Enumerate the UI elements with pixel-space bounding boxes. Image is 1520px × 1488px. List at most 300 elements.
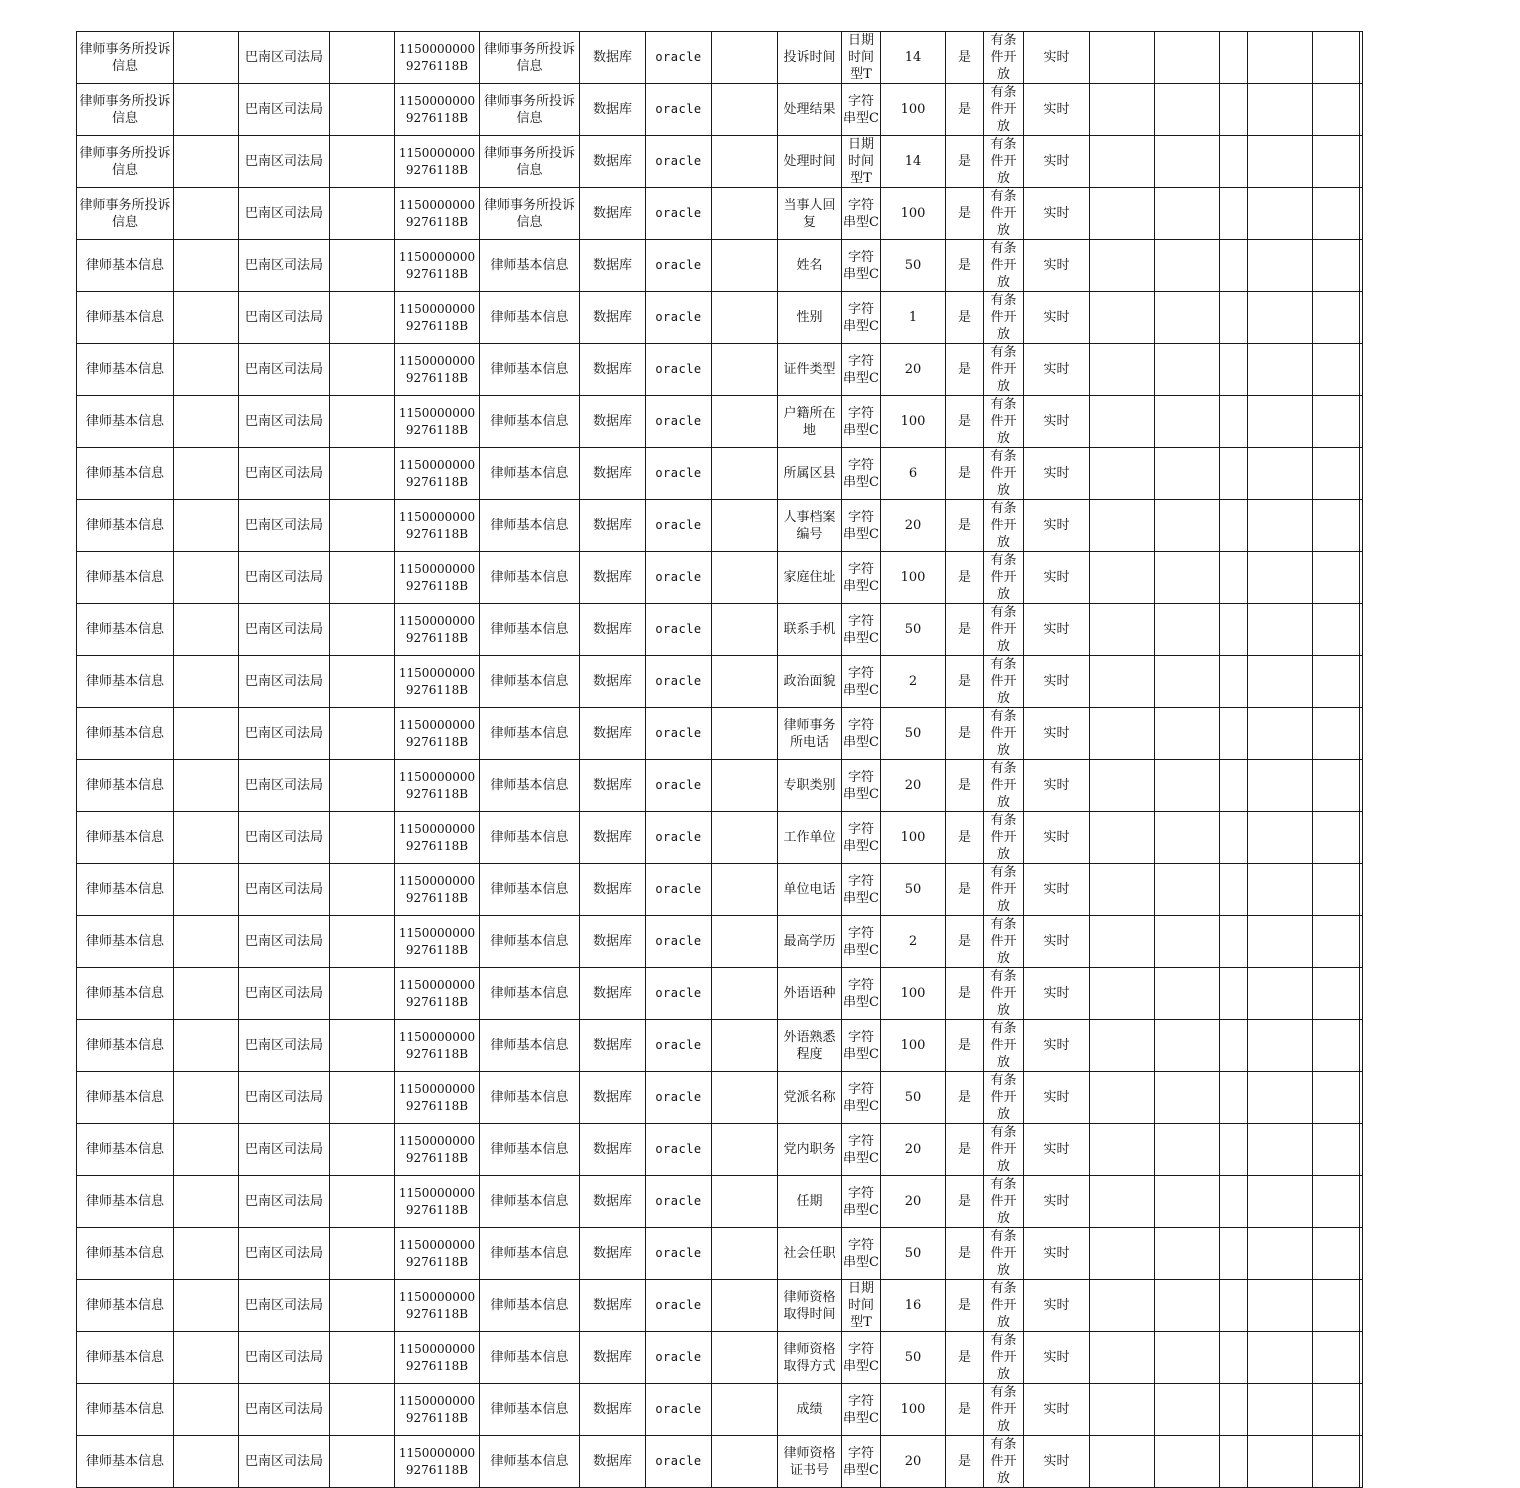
cell-required: 是: [946, 1020, 984, 1072]
table-row: [77, 916, 1363, 968]
cell-field-name: 人事档案编号: [778, 500, 842, 552]
cell-department: 巴南区司法局: [239, 916, 330, 968]
cell-credit-code: 11500000009276118B: [395, 292, 480, 344]
cell-share-type: 有条件开放: [984, 136, 1024, 188]
cell-empty: [1155, 1436, 1220, 1488]
cell-required: 是: [946, 604, 984, 656]
cell-required: 是: [946, 708, 984, 760]
cell-data-type: 字符串型C: [842, 1436, 881, 1488]
cell-info-name: 律师基本信息: [77, 1124, 174, 1176]
cell-empty: [330, 240, 395, 292]
cell-resource-name: 律师基本信息: [480, 1020, 580, 1072]
cell-empty: [330, 1072, 395, 1124]
cell-field-length: 1: [881, 292, 946, 344]
cell-database-system: oracle: [646, 1332, 712, 1384]
cell-update-cycle: 实时: [1024, 240, 1090, 292]
cell-data-type: 字符串型C: [842, 1124, 881, 1176]
cell-empty: [1248, 864, 1313, 916]
cell-empty: [174, 84, 239, 136]
cell-field-name: 党派名称: [778, 1072, 842, 1124]
cell-field-length: 6: [881, 448, 946, 500]
cell-empty: [1155, 292, 1220, 344]
cell-storage-format: 数据库: [580, 1332, 646, 1384]
cell-empty: [330, 448, 395, 500]
cell-credit-code: 11500000009276118B: [395, 1072, 480, 1124]
table-row: [77, 1280, 1363, 1332]
table-row: [77, 500, 1363, 552]
cell-empty: [1313, 1332, 1360, 1384]
cell-empty: [174, 812, 239, 864]
cell-storage-format: 数据库: [580, 32, 646, 84]
cell-department: 巴南区司法局: [239, 1072, 330, 1124]
cell-info-name: 律师事务所投诉信息: [77, 188, 174, 240]
cell-department: 巴南区司法局: [239, 1384, 330, 1436]
cell-field-name: 党内职务: [778, 1124, 842, 1176]
cell-department: 巴南区司法局: [239, 1332, 330, 1384]
cell-empty: [1220, 292, 1248, 344]
cell-empty: [712, 84, 778, 136]
cell-update-cycle: 实时: [1024, 1436, 1090, 1488]
cell-field-length: 50: [881, 1072, 946, 1124]
cell-storage-format: 数据库: [580, 500, 646, 552]
cell-empty: [1248, 240, 1313, 292]
cell-required: 是: [946, 448, 984, 500]
cell-storage-format: 数据库: [580, 396, 646, 448]
cell-required: 是: [946, 500, 984, 552]
cell-empty: [712, 1176, 778, 1228]
cell-empty: [1313, 136, 1360, 188]
cell-empty: [174, 344, 239, 396]
table-row: [77, 396, 1363, 448]
cell-empty: [1220, 1436, 1248, 1488]
cell-required: 是: [946, 1072, 984, 1124]
cell-empty: [712, 32, 778, 84]
cell-empty: [1248, 1332, 1313, 1384]
cell-share-type: 有条件开放: [984, 864, 1024, 916]
cell-field-length: 50: [881, 864, 946, 916]
cell-empty: [1248, 1436, 1313, 1488]
cell-field-length: 14: [881, 136, 946, 188]
cell-empty: [1248, 188, 1313, 240]
cell-field-length: 100: [881, 968, 946, 1020]
cell-empty: [1248, 84, 1313, 136]
cell-empty: [1360, 968, 1363, 1020]
cell-empty: [330, 1020, 395, 1072]
cell-empty: [1360, 812, 1363, 864]
cell-empty: [1360, 552, 1363, 604]
cell-share-type: 有条件开放: [984, 448, 1024, 500]
cell-field-length: 100: [881, 84, 946, 136]
cell-department: 巴南区司法局: [239, 344, 330, 396]
cell-empty: [174, 656, 239, 708]
cell-department: 巴南区司法局: [239, 1176, 330, 1228]
cell-database-system: oracle: [646, 396, 712, 448]
cell-empty: [1220, 1124, 1248, 1176]
cell-info-name: 律师基本信息: [77, 604, 174, 656]
cell-empty: [1220, 84, 1248, 136]
cell-required: 是: [946, 1124, 984, 1176]
cell-database-system: oracle: [646, 1020, 712, 1072]
cell-empty: [1090, 1436, 1155, 1488]
cell-empty: [1155, 448, 1220, 500]
cell-empty: [330, 1124, 395, 1176]
cell-resource-name: 律师基本信息: [480, 760, 580, 812]
cell-share-type: 有条件开放: [984, 1228, 1024, 1280]
cell-share-type: 有条件开放: [984, 812, 1024, 864]
cell-empty: [330, 500, 395, 552]
cell-empty: [1090, 240, 1155, 292]
cell-empty: [330, 968, 395, 1020]
cell-empty: [1220, 760, 1248, 812]
cell-empty: [1360, 708, 1363, 760]
cell-empty: [1155, 916, 1220, 968]
cell-credit-code: 11500000009276118B: [395, 32, 480, 84]
cell-empty: [1220, 604, 1248, 656]
cell-data-type: 字符串型C: [842, 344, 881, 396]
cell-required: 是: [946, 1176, 984, 1228]
cell-empty: [712, 708, 778, 760]
cell-empty: [1313, 1280, 1360, 1332]
cell-empty: [330, 708, 395, 760]
cell-empty: [1360, 396, 1363, 448]
cell-department: 巴南区司法局: [239, 864, 330, 916]
cell-update-cycle: 实时: [1024, 1072, 1090, 1124]
cell-field-length: 50: [881, 240, 946, 292]
cell-empty: [1090, 1176, 1155, 1228]
cell-resource-name: 律师基本信息: [480, 864, 580, 916]
cell-resource-name: 律师基本信息: [480, 1228, 580, 1280]
cell-empty: [1220, 1072, 1248, 1124]
table-row: [77, 552, 1363, 604]
cell-empty: [712, 1020, 778, 1072]
cell-update-cycle: 实时: [1024, 760, 1090, 812]
cell-empty: [1248, 604, 1313, 656]
table-row: [77, 708, 1363, 760]
cell-empty: [1248, 1384, 1313, 1436]
cell-data-type: 字符串型C: [842, 812, 881, 864]
cell-update-cycle: 实时: [1024, 916, 1090, 968]
cell-update-cycle: 实时: [1024, 448, 1090, 500]
cell-info-name: 律师基本信息: [77, 500, 174, 552]
cell-empty: [1090, 656, 1155, 708]
cell-info-name: 律师基本信息: [77, 864, 174, 916]
cell-required: 是: [946, 968, 984, 1020]
cell-empty: [1248, 32, 1313, 84]
cell-share-type: 有条件开放: [984, 1124, 1024, 1176]
cell-required: 是: [946, 188, 984, 240]
cell-empty: [712, 292, 778, 344]
cell-update-cycle: 实时: [1024, 292, 1090, 344]
cell-empty: [1360, 656, 1363, 708]
cell-data-type: 字符串型C: [842, 708, 881, 760]
cell-storage-format: 数据库: [580, 1228, 646, 1280]
cell-info-name: 律师基本信息: [77, 760, 174, 812]
cell-credit-code: 11500000009276118B: [395, 656, 480, 708]
cell-empty: [174, 396, 239, 448]
cell-resource-name: 律师基本信息: [480, 448, 580, 500]
cell-data-type: 日期时间型T: [842, 1280, 881, 1332]
cell-share-type: 有条件开放: [984, 916, 1024, 968]
cell-empty: [330, 1384, 395, 1436]
cell-empty: [712, 188, 778, 240]
cell-database-system: oracle: [646, 292, 712, 344]
cell-data-type: 字符串型C: [842, 500, 881, 552]
cell-data-type: 字符串型C: [842, 1020, 881, 1072]
cell-empty: [330, 1228, 395, 1280]
cell-empty: [1313, 1384, 1360, 1436]
cell-empty: [330, 1280, 395, 1332]
cell-storage-format: 数据库: [580, 656, 646, 708]
cell-field-length: 100: [881, 552, 946, 604]
cell-storage-format: 数据库: [580, 604, 646, 656]
cell-empty: [1360, 1436, 1363, 1488]
table-row: [77, 240, 1363, 292]
table-row: [77, 1332, 1363, 1384]
cell-credit-code: 11500000009276118B: [395, 500, 480, 552]
cell-empty: [1313, 344, 1360, 396]
cell-required: 是: [946, 1228, 984, 1280]
cell-database-system: oracle: [646, 1436, 712, 1488]
cell-share-type: 有条件开放: [984, 84, 1024, 136]
cell-department: 巴南区司法局: [239, 396, 330, 448]
cell-data-type: 字符串型C: [842, 1228, 881, 1280]
cell-empty: [1248, 1228, 1313, 1280]
cell-empty: [1155, 604, 1220, 656]
cell-info-name: 律师基本信息: [77, 396, 174, 448]
cell-empty: [1248, 968, 1313, 1020]
cell-resource-name: 律师基本信息: [480, 1332, 580, 1384]
cell-empty: [1313, 760, 1360, 812]
cell-empty: [1248, 1124, 1313, 1176]
cell-resource-name: 律师基本信息: [480, 1280, 580, 1332]
cell-empty: [174, 136, 239, 188]
cell-empty: [1090, 1384, 1155, 1436]
cell-field-length: 14: [881, 32, 946, 84]
cell-empty: [174, 188, 239, 240]
cell-info-name: 律师基本信息: [77, 916, 174, 968]
cell-share-type: 有条件开放: [984, 1280, 1024, 1332]
cell-share-type: 有条件开放: [984, 396, 1024, 448]
cell-credit-code: 11500000009276118B: [395, 448, 480, 500]
cell-empty: [330, 604, 395, 656]
cell-department: 巴南区司法局: [239, 1228, 330, 1280]
cell-share-type: 有条件开放: [984, 500, 1024, 552]
table-row: [77, 1228, 1363, 1280]
cell-storage-format: 数据库: [580, 84, 646, 136]
cell-empty: [1313, 32, 1360, 84]
cell-database-system: oracle: [646, 1124, 712, 1176]
cell-empty: [1248, 1280, 1313, 1332]
cell-empty: [330, 84, 395, 136]
cell-database-system: oracle: [646, 968, 712, 1020]
cell-empty: [174, 1280, 239, 1332]
cell-empty: [1248, 136, 1313, 188]
cell-data-type: 字符串型C: [842, 1332, 881, 1384]
cell-empty: [174, 968, 239, 1020]
cell-empty: [1248, 396, 1313, 448]
table-row: [77, 1436, 1363, 1488]
cell-empty: [330, 552, 395, 604]
cell-share-type: 有条件开放: [984, 188, 1024, 240]
cell-empty: [1090, 448, 1155, 500]
cell-storage-format: 数据库: [580, 1072, 646, 1124]
cell-empty: [1155, 32, 1220, 84]
cell-empty: [1248, 1072, 1313, 1124]
cell-empty: [1220, 396, 1248, 448]
cell-department: 巴南区司法局: [239, 552, 330, 604]
cell-info-name: 律师基本信息: [77, 1072, 174, 1124]
cell-empty: [1090, 136, 1155, 188]
cell-required: 是: [946, 1280, 984, 1332]
cell-resource-name: 律师基本信息: [480, 1436, 580, 1488]
cell-credit-code: 11500000009276118B: [395, 240, 480, 292]
cell-credit-code: 11500000009276118B: [395, 188, 480, 240]
cell-field-length: 100: [881, 396, 946, 448]
cell-empty: [712, 240, 778, 292]
cell-field-length: 16: [881, 1280, 946, 1332]
cell-empty: [330, 344, 395, 396]
cell-empty: [1313, 916, 1360, 968]
cell-database-system: oracle: [646, 500, 712, 552]
cell-share-type: 有条件开放: [984, 708, 1024, 760]
cell-empty: [330, 760, 395, 812]
cell-empty: [174, 1436, 239, 1488]
cell-resource-name: 律师基本信息: [480, 1176, 580, 1228]
cell-share-type: 有条件开放: [984, 1332, 1024, 1384]
cell-empty: [712, 448, 778, 500]
table-row: [77, 292, 1363, 344]
cell-share-type: 有条件开放: [984, 240, 1024, 292]
cell-field-name: 当事人回复: [778, 188, 842, 240]
cell-empty: [1155, 812, 1220, 864]
cell-empty: [1220, 188, 1248, 240]
cell-update-cycle: 实时: [1024, 500, 1090, 552]
cell-empty: [1220, 708, 1248, 760]
cell-empty: [1360, 1020, 1363, 1072]
table-row: [77, 1124, 1363, 1176]
cell-field-name: 联系手机: [778, 604, 842, 656]
cell-empty: [1248, 1020, 1313, 1072]
cell-empty: [1090, 916, 1155, 968]
cell-empty: [1360, 1280, 1363, 1332]
cell-empty: [1155, 1332, 1220, 1384]
cell-resource-name: 律师基本信息: [480, 708, 580, 760]
cell-field-length: 50: [881, 1228, 946, 1280]
cell-share-type: 有条件开放: [984, 344, 1024, 396]
cell-storage-format: 数据库: [580, 812, 646, 864]
cell-empty: [1360, 916, 1363, 968]
cell-empty: [712, 552, 778, 604]
cell-info-name: 律师事务所投诉信息: [77, 136, 174, 188]
cell-empty: [330, 396, 395, 448]
cell-department: 巴南区司法局: [239, 812, 330, 864]
cell-empty: [1360, 1384, 1363, 1436]
cell-credit-code: 11500000009276118B: [395, 552, 480, 604]
cell-empty: [330, 812, 395, 864]
cell-resource-name: 律师事务所投诉信息: [480, 84, 580, 136]
cell-info-name: 律师基本信息: [77, 812, 174, 864]
cell-field-length: 20: [881, 760, 946, 812]
cell-database-system: oracle: [646, 1072, 712, 1124]
cell-department: 巴南区司法局: [239, 500, 330, 552]
cell-update-cycle: 实时: [1024, 32, 1090, 84]
cell-share-type: 有条件开放: [984, 1020, 1024, 1072]
cell-field-length: 100: [881, 812, 946, 864]
cell-storage-format: 数据库: [580, 708, 646, 760]
cell-empty: [1155, 1228, 1220, 1280]
table-row: [77, 1020, 1363, 1072]
cell-update-cycle: 实时: [1024, 1228, 1090, 1280]
cell-empty: [712, 500, 778, 552]
cell-required: 是: [946, 136, 984, 188]
cell-empty: [712, 1332, 778, 1384]
cell-share-type: 有条件开放: [984, 292, 1024, 344]
cell-field-name: 成绩: [778, 1384, 842, 1436]
cell-update-cycle: 实时: [1024, 812, 1090, 864]
cell-department: 巴南区司法局: [239, 32, 330, 84]
data-catalog-table: [76, 31, 1363, 1488]
cell-empty: [1248, 708, 1313, 760]
cell-share-type: 有条件开放: [984, 1384, 1024, 1436]
cell-resource-name: 律师基本信息: [480, 968, 580, 1020]
cell-credit-code: 11500000009276118B: [395, 344, 480, 396]
cell-resource-name: 律师事务所投诉信息: [480, 188, 580, 240]
cell-field-name: 处理时间: [778, 136, 842, 188]
cell-update-cycle: 实时: [1024, 708, 1090, 760]
cell-credit-code: 11500000009276118B: [395, 864, 480, 916]
cell-required: 是: [946, 1332, 984, 1384]
cell-info-name: 律师基本信息: [77, 1176, 174, 1228]
cell-data-type: 字符串型C: [842, 1384, 881, 1436]
table-row: [77, 968, 1363, 1020]
cell-resource-name: 律师基本信息: [480, 1072, 580, 1124]
cell-field-name: 律师资格证书号: [778, 1436, 842, 1488]
table-row: [77, 188, 1363, 240]
table-row: [77, 136, 1363, 188]
cell-department: 巴南区司法局: [239, 656, 330, 708]
cell-empty: [330, 864, 395, 916]
cell-empty: [1313, 1436, 1360, 1488]
cell-empty: [712, 344, 778, 396]
cell-empty: [1220, 968, 1248, 1020]
cell-empty: [1360, 760, 1363, 812]
cell-info-name: 律师基本信息: [77, 292, 174, 344]
cell-empty: [712, 1384, 778, 1436]
cell-field-name: 专职类别: [778, 760, 842, 812]
cell-required: 是: [946, 1384, 984, 1436]
cell-empty: [174, 760, 239, 812]
cell-department: 巴南区司法局: [239, 292, 330, 344]
cell-empty: [1248, 500, 1313, 552]
cell-resource-name: 律师基本信息: [480, 1384, 580, 1436]
cell-empty: [1313, 812, 1360, 864]
cell-empty: [174, 1384, 239, 1436]
cell-required: 是: [946, 84, 984, 136]
cell-info-name: 律师基本信息: [77, 1228, 174, 1280]
table-row: [77, 812, 1363, 864]
cell-empty: [1313, 1176, 1360, 1228]
cell-empty: [174, 1176, 239, 1228]
cell-data-type: 字符串型C: [842, 864, 881, 916]
cell-field-name: 证件类型: [778, 344, 842, 396]
cell-empty: [1155, 760, 1220, 812]
cell-empty: [1220, 448, 1248, 500]
cell-empty: [1155, 1124, 1220, 1176]
cell-storage-format: 数据库: [580, 916, 646, 968]
cell-resource-name: 律师基本信息: [480, 656, 580, 708]
cell-department: 巴南区司法局: [239, 968, 330, 1020]
cell-database-system: oracle: [646, 1228, 712, 1280]
